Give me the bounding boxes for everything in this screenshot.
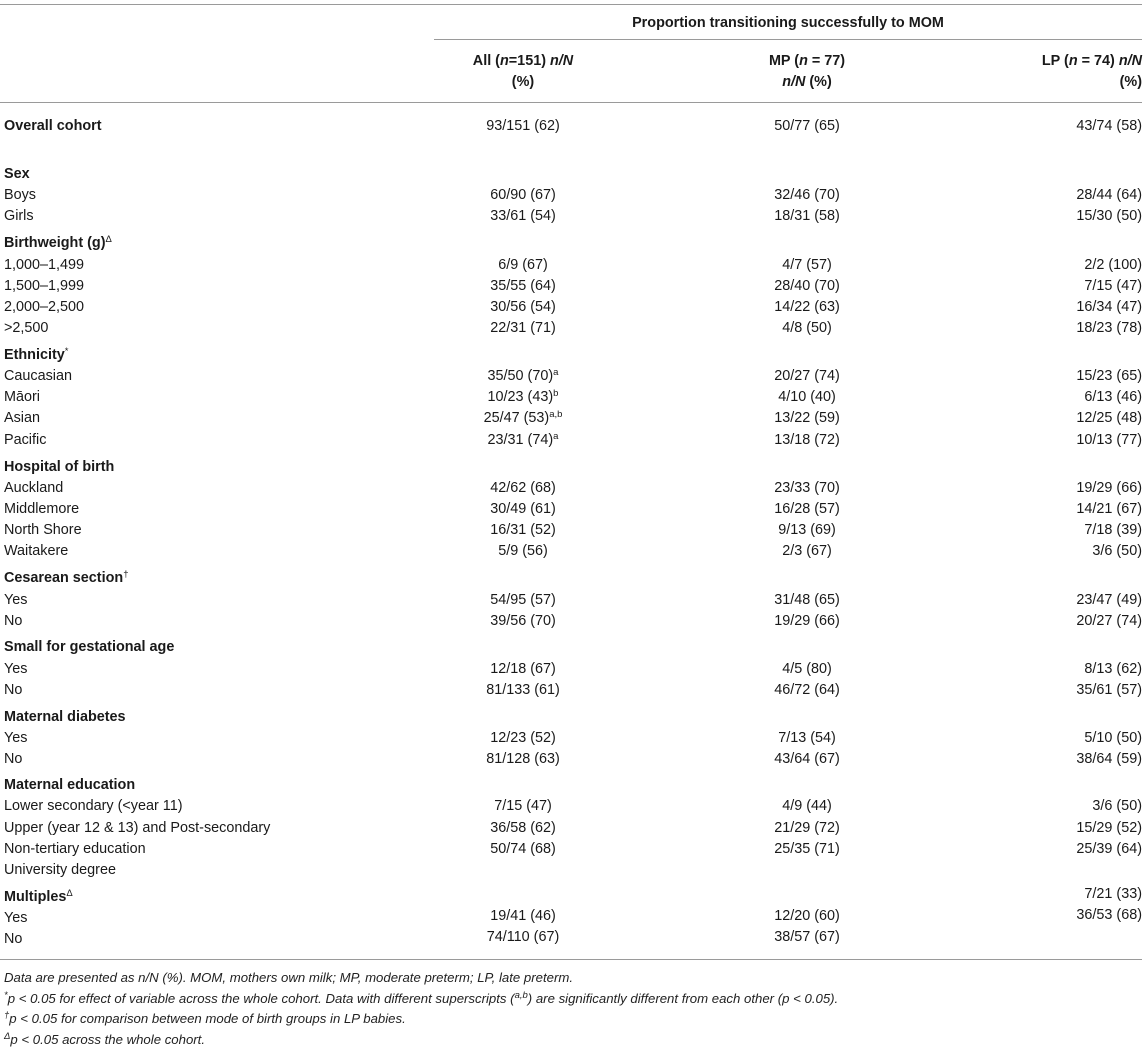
footnote-cesarean: †p < 0.05 for comparison between mode of birth groups in LP babies.: [4, 1010, 406, 1026]
col-header-mp: MP (n = 77): [768, 53, 846, 69]
cell-mp: 4/5 (80): [782, 661, 832, 677]
row-label: Ethnicity*: [4, 346, 69, 363]
cell-mp: 25/35 (71): [774, 841, 840, 857]
footnote-data-format: Data are presented as n/N (%). MOM, mothers own milk; MP, moderate preterm; LP, late preterm.: [4, 970, 573, 985]
col-header-all: All (n=151) n/N: [472, 53, 574, 69]
cell-lp: 6/13 (46): [1084, 389, 1142, 405]
row-label: Boys: [4, 187, 36, 203]
row-label: Small for gestational age: [4, 639, 175, 655]
cell-mp: 31/48 (65): [774, 592, 840, 608]
cell-all: 35/55 (64): [490, 278, 556, 294]
cell-all: 60/90 (67): [490, 187, 556, 203]
cell-all: 81/128 (63): [486, 751, 560, 767]
cell-mp: 4/7 (57): [782, 257, 832, 273]
cell-mp: 9/13 (69): [778, 522, 836, 538]
cell-lp: 15/29 (52): [1076, 820, 1142, 836]
cell-lp: 2/2 (100): [1084, 257, 1142, 273]
cell-mp: 21/29 (72): [774, 820, 840, 836]
cell-all: 74/110 (67): [486, 929, 560, 945]
cell-all: 81/133 (61): [486, 682, 560, 698]
cell-all: 22/31 (71): [490, 320, 556, 336]
cell-lp: 15/23 (65): [1076, 368, 1142, 384]
row-label: Lower secondary (<year 11): [4, 798, 183, 814]
group-header-rule: [434, 39, 1142, 40]
cell-lp: 12/25 (48): [1076, 410, 1142, 426]
cell-all: 6/9 (67): [498, 257, 548, 273]
cell-mp: 14/22 (63): [774, 299, 840, 315]
cell-mp: 16/28 (57): [774, 501, 840, 517]
cell-lp: 5/10 (50): [1084, 730, 1142, 746]
cell-lp: 7/18 (39): [1084, 522, 1142, 538]
cell-all: 93/151 (62): [486, 118, 560, 134]
cell-lp: 10/13 (77): [1076, 432, 1142, 448]
row-label: University degree: [4, 862, 116, 878]
row-label: Girls: [4, 208, 34, 224]
cell-all: 30/56 (54): [490, 299, 556, 315]
row-label: Waitakere: [4, 543, 69, 559]
row-label: Pacific: [4, 432, 47, 448]
cell-all: 12/18 (67): [490, 661, 556, 677]
row-label: Caucasian: [4, 368, 72, 384]
row-label: Multiples$^\Delta$: [4, 888, 73, 905]
row-label: Auckland: [4, 480, 64, 496]
header-rule: [0, 102, 1142, 103]
row-label: Yes: [4, 910, 28, 926]
cell-lp: 36/53 (68): [1076, 907, 1142, 923]
cell-mp: 13/18 (72): [774, 432, 840, 448]
cell-all: 50/74 (68): [490, 841, 556, 857]
row-label: Māori: [4, 389, 40, 405]
row-label: Birthweight $(g)^\Delta$: [4, 234, 112, 251]
row-label: Middlemore: [4, 501, 80, 517]
col-header-mp-unit: n/N (%): [782, 74, 832, 90]
cell-lp: 23/47 (49): [1076, 592, 1142, 608]
cell-lp: 19/29 (66): [1076, 480, 1142, 496]
row-label: Sex: [4, 166, 30, 182]
cell-all: 54/95 (57): [490, 592, 556, 608]
cell-mp: 28/40 (70): [774, 278, 840, 294]
row-label: 1,000–1,499: [4, 257, 85, 273]
cell-all: 19/41 (46): [490, 908, 556, 924]
row-label: Yes: [4, 661, 28, 677]
row-label: Maternal education: [4, 777, 136, 793]
top-rule: [0, 4, 1142, 5]
row-label: Yes: [4, 592, 28, 608]
cell-all: 33/61 (54): [490, 208, 556, 224]
row-label: No: [4, 931, 23, 947]
cell-all: 10/23 $(43)^b$: [487, 388, 559, 405]
cell-mp: 32/46 (70): [774, 187, 840, 203]
group-header: Proportion transitioning successfully to MOM: [632, 15, 944, 31]
cell-mp: 12/20 (60): [774, 908, 840, 924]
cell-mp: 4/10 (40): [778, 389, 836, 405]
cell-lp: 20/27 (74): [1076, 613, 1142, 629]
row-label: >2,500: [4, 320, 49, 336]
cell-mp: 23/33 (70): [774, 480, 840, 496]
row-label: 1,500–1,999: [4, 278, 85, 294]
row-label: No: [4, 682, 23, 698]
col-header-all-unit: (%): [511, 74, 535, 90]
row-label: No: [4, 751, 23, 767]
cell-lp: 7/15 (47): [1084, 278, 1142, 294]
cell-mp: 50/77 (65): [774, 118, 840, 134]
row-label: Overall cohort: [4, 118, 102, 134]
cell-mp: 13/22 (59): [774, 410, 840, 426]
cell-lp: 8/13 (62): [1084, 661, 1142, 677]
cell-all: 35/50 $(70)^a$: [487, 367, 559, 384]
cell-lp: 3/6 (50): [1092, 798, 1142, 814]
cell-mp: 43/64 (67): [774, 751, 840, 767]
cell-all: 5/9 (56): [498, 543, 548, 559]
cell-lp: 43/74 (58): [1076, 118, 1142, 134]
cell-all: 7/15 (47): [494, 798, 552, 814]
cell-lp: 25/39 (64): [1076, 841, 1142, 857]
col-header-lp: LP (n = 74) n/N: [1041, 53, 1142, 69]
footnote-significance: *p < 0.05 for effect of variable across the whole cohort. Data with different superscripts ($^{a,b}$) are significantly different from each other (p < 0.05).: [4, 990, 839, 1006]
row-label: Asian: [4, 410, 40, 426]
cell-lp: 7/21 (33): [1084, 886, 1142, 902]
bottom-rule: [0, 959, 1142, 960]
cell-all: 30/49 (61): [490, 501, 556, 517]
footnote-multiples: $^\Delta$p < 0.05 across the whole cohort.: [4, 1031, 206, 1047]
cell-all: 16/31 (52): [490, 522, 556, 538]
row-label: Maternal diabetes: [4, 709, 126, 725]
cell-mp: 20/27 (74): [774, 368, 840, 384]
cell-mp: 7/13 (54): [778, 730, 836, 746]
cell-all: 36/58 (62): [490, 820, 556, 836]
cell-mp: 38/57 (67): [774, 929, 840, 945]
row-label: North Shore: [4, 522, 82, 538]
cell-lp: 35/61 (57): [1076, 682, 1142, 698]
cell-all: 12/23 (52): [490, 730, 556, 746]
row-label: Non-tertiary education: [4, 841, 146, 857]
cell-mp: 18/31 (58): [774, 208, 840, 224]
cell-mp: 4/9 (44): [782, 798, 832, 814]
cell-all: 39/56 (70): [490, 613, 556, 629]
cell-all: 23/31 $(74)^a$: [487, 431, 559, 448]
row-label: Yes: [4, 730, 28, 746]
cell-all: 25/47 $(53)^{a,b}$: [483, 409, 563, 426]
cell-lp: 28/44 (64): [1076, 187, 1142, 203]
row-label: Hospital of birth: [4, 459, 115, 475]
cell-mp: 19/29 (66): [774, 613, 840, 629]
cell-lp: 14/21 (67): [1076, 501, 1142, 517]
row-label: Cesarean section†: [4, 569, 129, 586]
row-label: Upper (year 12 & 13) and Post-secondary: [4, 820, 271, 836]
row-label: No: [4, 613, 23, 629]
cell-all: 42/62 (68): [490, 480, 556, 496]
cell-lp: 18/23 (78): [1076, 320, 1142, 336]
cell-mp: 2/3 (67): [782, 543, 832, 559]
cell-lp: 3/6 (50): [1092, 543, 1142, 559]
cell-lp: 38/64 (59): [1076, 751, 1142, 767]
row-label: 2,000–2,500: [4, 299, 85, 315]
cell-mp: 4/8 (50): [782, 320, 832, 336]
col-header-lp-unit: (%): [1119, 74, 1142, 90]
cell-lp: 16/34 (47): [1076, 299, 1142, 315]
cell-lp: 15/30 (50): [1076, 208, 1142, 224]
cell-mp: 46/72 (64): [774, 682, 840, 698]
